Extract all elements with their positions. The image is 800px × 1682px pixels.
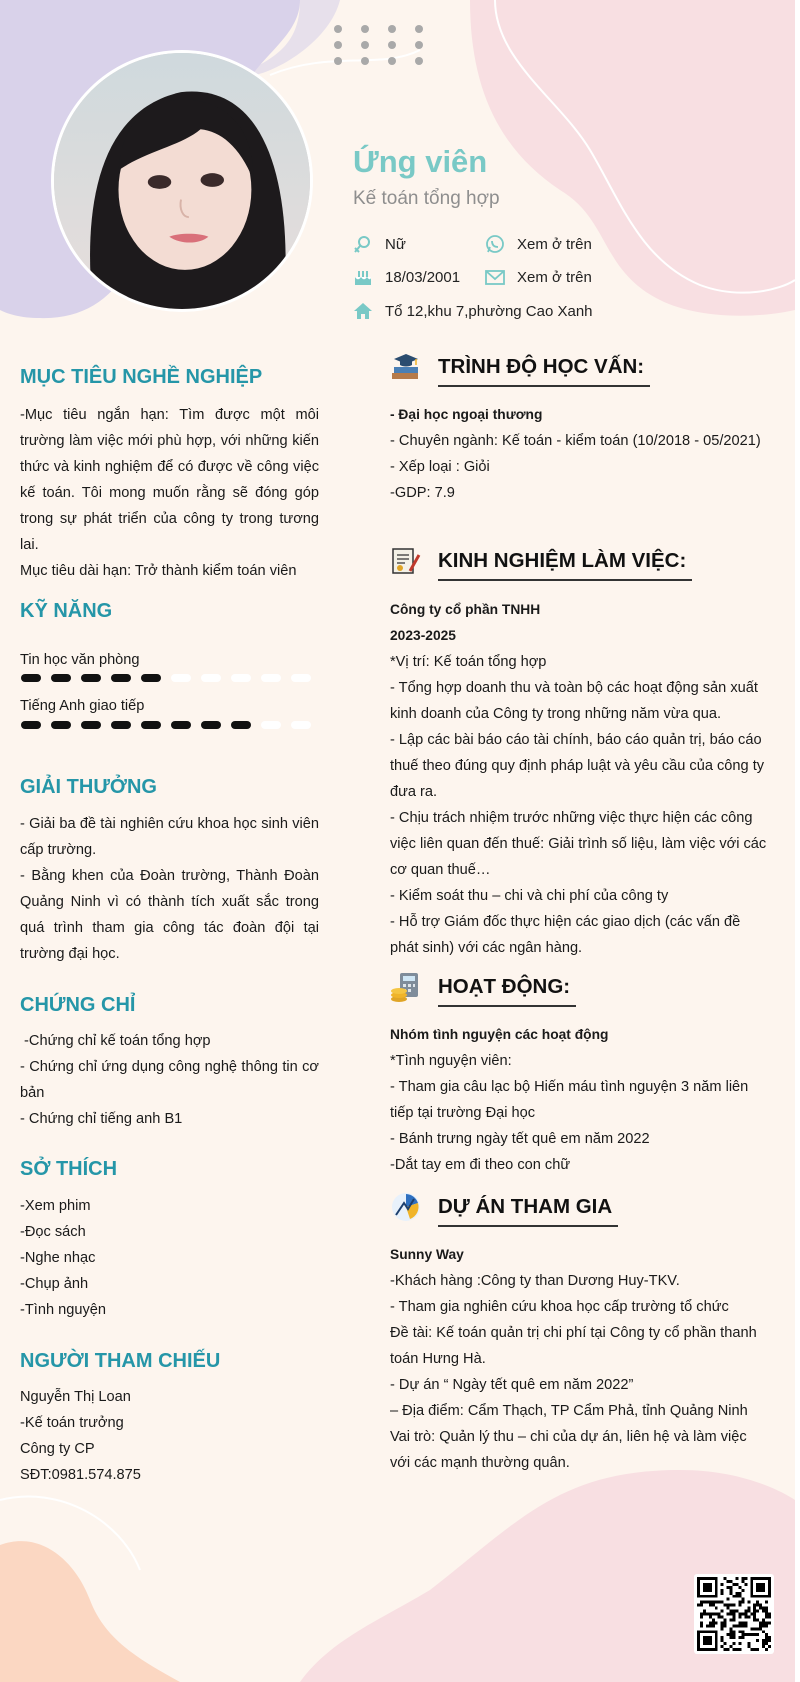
gender-row xyxy=(353,234,406,254)
activities-heading: HOẠT ĐỘNG: xyxy=(438,975,576,1007)
skill-bar-english xyxy=(20,720,320,730)
skill-dash-filled xyxy=(111,721,131,729)
reference-line: Nguyễn Thị Loan xyxy=(20,1389,131,1405)
certificates-list xyxy=(20,1028,319,1132)
avatar xyxy=(51,50,313,312)
hobby-item: -Nghe nhạc xyxy=(20,1250,96,1266)
project-chart-icon xyxy=(390,1191,422,1223)
activities-line: - Tham gia câu lạc bộ Hiến máu tình nguyện 3 năm liên tiếp tại trường Đại học xyxy=(390,1079,749,1121)
certificate-item: - Chứng chỉ tiếng anh B1 xyxy=(20,1111,183,1127)
graduation-books-icon xyxy=(390,351,422,383)
hobby-item: -Đọc sách xyxy=(20,1224,86,1240)
birthday-row xyxy=(353,267,460,287)
activities-line: - Bánh trưng ngày tết quê em năm 2022 xyxy=(390,1131,650,1147)
skill-dash-empty xyxy=(261,721,281,729)
education-line: - Xếp loại : Giỏi xyxy=(390,459,490,475)
hobbies-list xyxy=(20,1193,319,1323)
experience-period: 2023-2025 xyxy=(390,628,456,643)
certificate-pen-icon xyxy=(390,545,422,577)
experience-line: *Vị trí: Kế toán tổng hợp xyxy=(390,654,547,670)
awards-heading: GIẢI THƯỞNG xyxy=(20,776,157,798)
experience-line: - Hỗ trợ Giám đốc thực hiện các giao dịch (các vấn đề phát sinh) với các ngân hàng. xyxy=(390,914,741,956)
project-line: – Địa điểm: Cẩm Thạch, TP Cẩm Phả, tỉnh Quảng Ninh xyxy=(390,1403,748,1419)
skill-dash-filled xyxy=(171,721,191,729)
objective-heading: MỤC TIÊU NGHỀ NGHIỆP xyxy=(20,366,263,388)
skill-dash-empty xyxy=(291,674,311,682)
skill-dash-filled xyxy=(51,721,71,729)
education-heading: TRÌNH ĐỘ HỌC VẤN: xyxy=(438,355,650,387)
email-row xyxy=(485,267,592,287)
skill-dash-filled xyxy=(21,674,41,682)
certificates-heading: CHỨNG CHỈ xyxy=(20,994,136,1016)
qr-code[interactable] xyxy=(694,1574,774,1654)
skill-dash-filled xyxy=(21,721,41,729)
birthday-cake-icon xyxy=(353,267,373,287)
education-school: - Đại học ngoại thương xyxy=(390,407,543,422)
project-line: -Khách hàng :Công ty than Dương Huy-TKV. xyxy=(390,1273,680,1289)
experience-line: - Kiểm soát thu – chi và chi phí của công ty xyxy=(390,888,669,904)
email-icon xyxy=(485,267,505,287)
candidate-name: Ứng viên xyxy=(353,144,488,179)
certificate-item: -Chứng chỉ kế toán tổng hợp xyxy=(20,1033,211,1049)
skill-dash-filled xyxy=(81,721,101,729)
whatsapp-icon xyxy=(485,234,505,254)
reference-line: -Kế toán trưởng xyxy=(20,1415,124,1431)
activities-org: Nhóm tình nguyện các hoạt động xyxy=(390,1027,609,1042)
skill-bar-office xyxy=(20,673,320,683)
objective-text xyxy=(20,402,319,584)
experience-line: - Tổng hợp doanh thu và toàn bộ các hoạt động sản xuất kinh doanh của Công ty trong những năm vừa qua. xyxy=(390,680,758,722)
skill-label-office: Tin học văn phòng xyxy=(20,652,140,668)
skill-dash-filled xyxy=(51,674,71,682)
skill-dash-empty xyxy=(291,721,311,729)
skills-heading: KỸ NĂNG xyxy=(20,600,113,622)
awards-list xyxy=(20,811,319,967)
experience-company: Công ty cổ phần TNHH xyxy=(390,602,541,617)
award-item: - Bằng khen của Đoàn trường, Thành Đoàn Quảng Ninh vì có thành tích xuất sắc trong quá trình tham gia công tác đoàn đội tại trường đại học. xyxy=(20,868,319,962)
gender-value: Nữ xyxy=(385,235,406,253)
objective-long: Mục tiêu dài hạn: Trở thành kiểm toán viên xyxy=(20,563,297,579)
references-list xyxy=(20,1384,319,1488)
experience-line: - Lập các bài báo cáo tài chính, báo cáo quản trị, báo cáo thuế theo đúng quy định pháp luật và yêu cầu của công ty đưa ra. xyxy=(390,732,765,800)
hobby-item: -Tình nguyện xyxy=(20,1302,106,1318)
education-header xyxy=(390,351,650,387)
activities-content xyxy=(390,1022,770,1178)
address-row xyxy=(353,301,593,321)
project-name: Sunny Way xyxy=(390,1247,464,1262)
education-line: -GDP: 7.9 xyxy=(390,485,455,501)
hobby-item: -Chụp ảnh xyxy=(20,1276,89,1292)
address-value: Tổ 12,khu 7,phường Cao Xanh xyxy=(385,302,593,320)
certificate-item: - Chứng chỉ ứng dụng công nghệ thông tin cơ bản xyxy=(20,1059,319,1101)
skill-dash-empty xyxy=(231,674,251,682)
experience-line: - Chịu trách nhiệm trước những việc thực hiện các công việc liên quan đến thuế: Giải trình số liệu, làm việc với các cơ quan thuế… xyxy=(390,810,767,878)
reference-line: Công ty CP xyxy=(20,1441,95,1457)
award-item: - Giải ba đề tài nghiên cứu khoa học sinh viên cấp trường. xyxy=(20,816,319,858)
home-icon xyxy=(353,301,373,321)
experience-header xyxy=(390,545,692,581)
projects-content xyxy=(390,1242,770,1476)
skill-dash-filled xyxy=(111,674,131,682)
skill-dash-filled xyxy=(231,721,251,729)
qr-code-pattern xyxy=(697,1577,771,1651)
skill-dash-filled xyxy=(141,721,161,729)
experience-heading: KINH NGHIỆM LÀM VIỆC: xyxy=(438,549,692,581)
phone-value: Xem ở trên xyxy=(517,235,592,253)
project-line: Vai trò: Quản lý thu – chi của dự án, liên hệ và làm việc với các mạnh thường quân. xyxy=(390,1429,747,1471)
activities-line: -Dắt tay em đi theo con chữ xyxy=(390,1157,571,1173)
skill-dash-filled xyxy=(201,721,221,729)
hobby-item: -Xem phim xyxy=(20,1198,91,1214)
gender-icon xyxy=(353,234,373,254)
activities-header xyxy=(390,971,576,1007)
education-line: - Chuyên ngành: Kế toán - kiểm toán (10/2018 - 05/2021) xyxy=(390,433,761,449)
reference-line: SĐT:0981.574.875 xyxy=(20,1467,141,1483)
skill-dash-empty xyxy=(201,674,221,682)
candidate-role: Kế toán tổng hợp xyxy=(353,188,500,209)
education-content xyxy=(390,402,770,506)
projects-heading: DỰ ÁN THAM GIA xyxy=(438,1195,618,1227)
birthday-value: 18/03/2001 xyxy=(385,268,461,286)
skill-dash-filled xyxy=(141,674,161,682)
experience-content xyxy=(390,597,770,961)
hobbies-heading: SỞ THÍCH xyxy=(20,1158,118,1180)
skill-dash-empty xyxy=(171,674,191,682)
skill-label-english: Tiếng Anh giao tiếp xyxy=(20,698,145,714)
skill-dash-filled xyxy=(81,674,101,682)
phone-row xyxy=(485,234,592,254)
activities-line: *Tình nguyện viên: xyxy=(390,1053,512,1069)
calculator-coins-icon xyxy=(390,971,422,1003)
objective-short: -Mục tiêu ngắn hạn: Tìm được một môi trường làm việc mới phù hợp, với những kiến thức và kinh nghiệm để có được về công việc kế toán. Tôi mong muốn rằng sẽ đóng góp trong sự phát triển của công ty trong tương lai. xyxy=(20,407,319,553)
projects-header xyxy=(390,1191,618,1227)
references-heading: NGƯỜI THAM CHIẾU xyxy=(20,1350,221,1372)
skill-dash-empty xyxy=(261,674,281,682)
project-line: Đề tài: Kế toán quản trị chi phí tại Công ty cổ phần thanh toán Hưng Hà. xyxy=(390,1325,757,1367)
project-line: - Tham gia nghiên cứu khoa học cấp trường tổ chức xyxy=(390,1299,729,1315)
project-line: - Dự án “ Ngày tết quê em năm 2022” xyxy=(390,1377,634,1393)
email-value: Xem ở trên xyxy=(517,268,592,286)
